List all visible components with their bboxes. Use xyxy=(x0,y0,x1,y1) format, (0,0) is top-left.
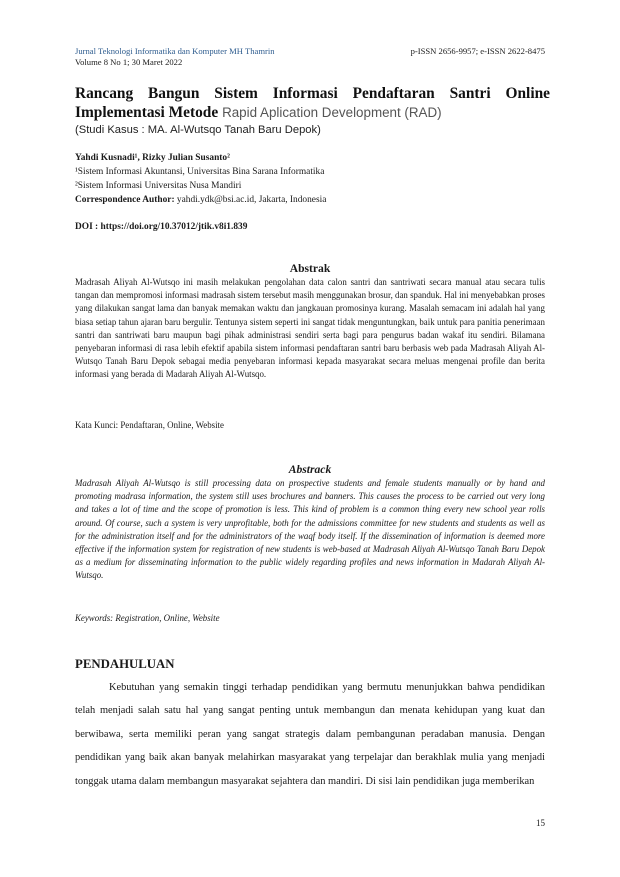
page-number: 15 xyxy=(536,818,545,828)
abstrak-keywords: Kata Kunci: Pendaftaran, Online, Website xyxy=(75,420,224,430)
intro-text: Kebutuhan yang semakin tinggi terhadap pendidikan yang bermutu menunjukkan bahwa pendidikan telah menjadi salah satu hal yang sangat penting untuk membangun dan menata kehidupan yang kuat dan berwibawa, serta memiliki peran yang sangat strategis dalam pembangunan peradaban manusia. Dengan pendidikan yang baik akan banyak melahirkan masyarakat yang terpelajar dan berakhlak mulia yang menjadi tonggak utama dalam membangun masyarakat sejahtera dan mandiri. Di sisi lain pendidikan juga memberikan xyxy=(75,682,545,787)
abstrak-text: Madrasah Aliyah Al-Wutsqo ini masih melakukan pengolahan data calon santri dan santriwati secara manual atau secara tulis tangan dan mempromosi informasi madrasah sistem tersebut masih menggunakan brosur, dan spanduk. Hal ini menyebabkan proses yang dilakukan sangat lama dan banyak memakan waktu dan jangkauan promosinya kurang. Masalah semacam ini adalah hal yang biasa setiap tahun ajaran baru bergulir. Tentunya sistem seperti ini sangat tidak menguntungkan, baik untuk para panitia penerimaan santri dan santriwati baru maupun bagi pihak administrasi sendiri serta bagi para pengurus badan wakaf itu sendiri. Bilamana penyebaran informasi di rasa lebih efektif apabila sistem informasi pendaftaran santri baru berbasis web pada Madrasah Aliyah Al-Wutsqo Tanah Baru Depok sebagai media penyebaran informasi kepada masyarakat secara meluas mengenai profile dan berita informasi yang berada di Madarah Aliyah Al-Wutsqo. xyxy=(75,277,545,380)
study-case: (Studi Kasus : MA. Al-Wutsqo Tanah Baru Depok) xyxy=(75,124,321,136)
correspondence xyxy=(75,193,326,207)
doi-link[interactable]: DOI : https://doi.org/10.37012/jtik.v8i1.839 xyxy=(75,222,248,232)
abstract-heading: Abstrack xyxy=(288,463,332,476)
author-names: Yahdi Kusnadi¹, Rizky Julian Susanto² xyxy=(75,153,230,163)
journal-header xyxy=(75,46,275,68)
journal-name: Jurnal Teknologi Informatika dan Komputer MH Thamrin xyxy=(75,46,275,56)
affiliation-1: ¹Sistem Informasi Akuntansi, Universitas Bina Sarana Informatika xyxy=(75,167,325,177)
affiliation-2: ²Sistem Informasi Universitas Nusa Mandiri xyxy=(75,181,242,191)
abstract-text: Madrasah Aliyah Al-Wutsqo is still processing data on prospective students and female students manually or by hand and promoting madrasa information, the system still uses brochures and banners. This causes the process to be carried out very long and takes a lot of time and the scope of promotion is less. This kind of problem is a common thing every new school year rolls around. Of course, such a system is very unprofitable, both for the admissions committee for new students and students as well as for the administration itself and for the administrators of the waqf body itself. If the dissemination of information is deemed more effective if the information system for registration of new students is web-based at Madrasah Aliyah Al-Wutsqo Tanah Baru Depok as a medium for disseminating information to the public widely regarding profiles and news information in Madarah Aliyah Al-Wutsqo. xyxy=(75,478,545,581)
correspondence-value: yahdi.ydk@bsi.ac.id, Jakarta, Indonesia xyxy=(174,195,327,205)
abstrak-heading: Abstrak xyxy=(289,262,331,275)
journal-issn: p-ISSN 2656-9957; e-ISSN 2622-8475 xyxy=(410,46,545,56)
intro-heading: PENDAHULUAN xyxy=(75,657,175,671)
journal-volume: Volume 8 No 1; 30 Maret 2022 xyxy=(75,57,183,67)
paper-title xyxy=(75,84,550,122)
correspondence-label: Correspondence Author: xyxy=(75,195,175,205)
abstract-keywords: Keywords: Registration, Online, Website xyxy=(75,613,220,623)
title-method: Rapid Aplication Development (RAD) xyxy=(222,105,442,120)
title-main: Rancang Bangun Sistem Informasi Pendaftaran Santri Online Implementasi Metode xyxy=(75,85,550,121)
